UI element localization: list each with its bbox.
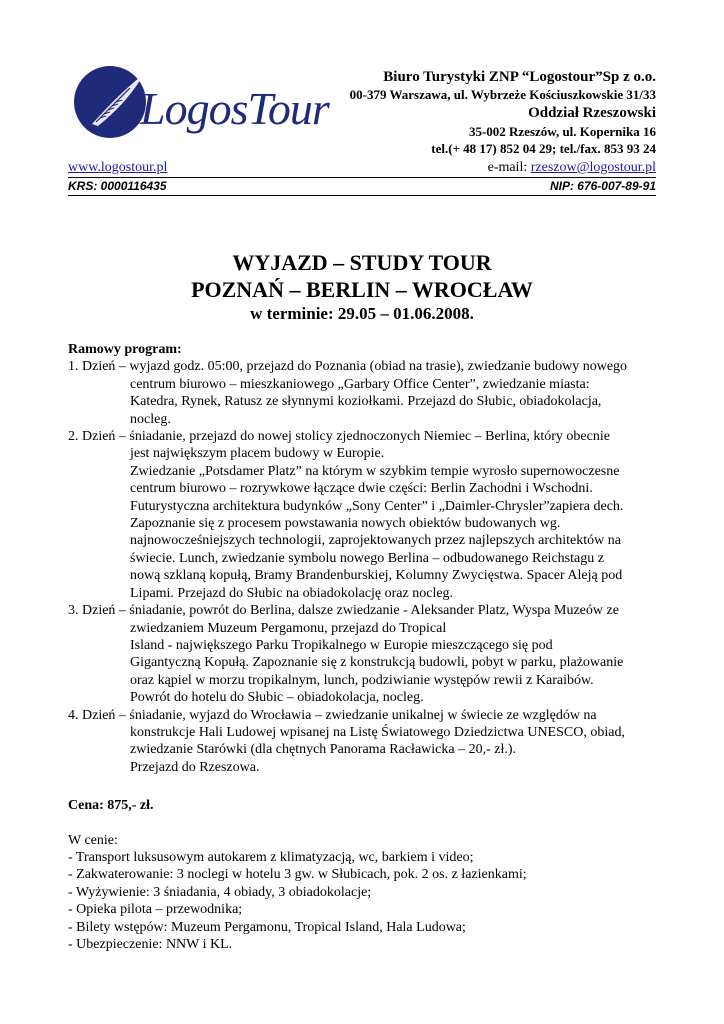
included-item: - Opieka pilota – przewodnika; (68, 902, 243, 918)
day-line: Zapoznanie się z procesem powstawania nowych obiektów budowanych wg. (130, 516, 561, 532)
day-2 (68, 428, 668, 602)
company-info (350, 68, 656, 157)
day-line: Gigantyczną Kopułą. Zapoznanie się z konstrukcją budowli, pobyt w parku, plażowanie (130, 655, 624, 671)
krs-number: KRS: 0000116435 (68, 179, 167, 193)
svg-text:LogosTour: LogosTour (140, 83, 329, 134)
day-line: centrum biurowo – rozrywkowe łączące dwie części: Berlin Zachodni i Wschodni. (130, 481, 593, 497)
phone-numbers: tel.(+ 48 17) 852 04 29; tel./fax. 853 93 24 (431, 141, 656, 156)
day-line: nową szklaną kopułą, Bramy Brandenburskiej, Kolumny Zwycięstwa. Spacer Aleją pod (130, 568, 623, 584)
header-divider-bottom (68, 195, 656, 196)
included-item: - Transport luksusowym autokarem z klimatyzacją, wc, barkiem i video; (68, 849, 474, 865)
included-heading: W cenie: (68, 832, 118, 848)
trip-dates: w terminie: 29.05 – 01.06.2008. (250, 304, 474, 323)
day-line: zwiedzaniem Muzeum Pergamonu, przejazd do Tropical (130, 620, 447, 636)
branch-name: Oddział Rzeszowski (528, 105, 656, 121)
registration-row (68, 178, 656, 194)
day-line: oraz kąpiel w morzu tropikalnym, lunch, podziwianie występów rewii z Karaibów. (130, 672, 594, 688)
day-line: najnowocześniejszych technologii, zaprojektowanych przez najlepszych architektów na (130, 533, 621, 549)
day-line: 4. Dzień – śniadanie, wyjazd do Wrocławia – zwiedzanie unikalnej w świecie ze względów na (68, 707, 597, 723)
email-link[interactable]: rzeszow@logostour.pl (530, 160, 656, 175)
day-line: zwiedzanie Starówki (dla chętnych Panorama Racławicka – 20,- zł.). (130, 742, 517, 758)
day-line: 3. Dzień – śniadanie, powrót do Berlina, dalsze zwiedzanie - Aleksander Platz, Wyspa Muzeów ze (68, 603, 619, 619)
contact-row (68, 160, 656, 176)
day-line: Island - największego Parku Tropikalnego w Europie mieszczącego się pod (130, 637, 553, 653)
day-line: Zwiedzanie „Potsdamer Platz” na którym w szybkim tempie wyrosło supernowoczesne (130, 463, 620, 479)
included-item: - Ubezpieczenie: NNW i KL. (68, 937, 233, 952)
company-name: Biuro Turystyki ZNP “Logostour”Sp z o.o. (383, 69, 656, 85)
included-item: - Zakwaterowanie: 3 noclegi w hotelu 3 gw. w Słubicach, pok. 2 os. z łazienkami; (68, 867, 527, 883)
day-line: Lipami. Przejazd do Słubic na obiadokolację oraz nocleg. (130, 585, 454, 601)
email-line (488, 160, 656, 176)
day-line: nocleg. (130, 411, 171, 427)
included-item: - Wyżywienie: 3 śniadania, 4 obiady, 3 obiadokolacje; (68, 884, 372, 900)
trip-route: POZNAŃ – BERLIN – WROCŁAW (191, 277, 533, 302)
program-heading: Ramowy program: (68, 342, 182, 357)
included-item: - Bilety wstępów: Muzeum Pergamonu, Tropical Island, Hala Ludowa; (68, 919, 466, 935)
day-line: Powrót do hotelu do Słubic – obiadokolacja, nocleg. (130, 690, 424, 706)
day-line: jest największym placem budowy w Europie. (130, 446, 385, 462)
website-link[interactable]: www.logostour.pl (68, 160, 168, 175)
day-line: 2. Dzień – śniadanie, przejazd do nowej stolicy zjednoczonych Niemiec – Berlina, który obecnie (68, 429, 610, 445)
day-line: Przejazd do Rzeszowa. (130, 759, 260, 775)
program-content (68, 341, 668, 953)
email-label: e-mail: (487, 160, 531, 175)
day-line: Katedra, Rynek, Ratusz ze słynnymi koziołkami. Przejazd do Słubic, obiadokolacja, (130, 394, 602, 410)
day-line: świecie. Lunch, zwiedzanie symbolu nowego Berlina – odbudowanego Reichstagu z (130, 550, 604, 566)
trip-title: WYJAZD – STUDY TOUR (232, 250, 492, 275)
price: Cena: 875,- zł. (68, 798, 154, 814)
day-4 (68, 707, 668, 777)
day-1 (68, 358, 668, 428)
day-line: 1. Dzień – wyjazd godz. 05:00, przejazd do Poznania (obiad na trasie), zwiedzanie budowy nowego (68, 359, 628, 375)
logostour-logo (70, 64, 329, 146)
day-line: Futurystyczna architektura budynków „Sony Center” i „Daimler-Chrysler”zapiera dech. (130, 498, 624, 514)
day-line: centrum biurowo – mieszkaniowego „Garbary Office Center”, zwiedzanie miasta: (130, 376, 590, 392)
branch-address: 35-002 Rzeszów, ul. Kopernika 16 (468, 124, 656, 139)
company-address: 00-379 Warszawa, ul. Wybrzeże Kościuszkowskie 31/33 (349, 87, 656, 102)
day-line: konstrukcje Hali Ludowej wpisanej na Listę Światowego Dziedzictwa UNESCO, obiad, (130, 724, 625, 740)
day-3 (68, 602, 668, 706)
nip-number: NIP: 676-007-89-91 (549, 179, 656, 193)
